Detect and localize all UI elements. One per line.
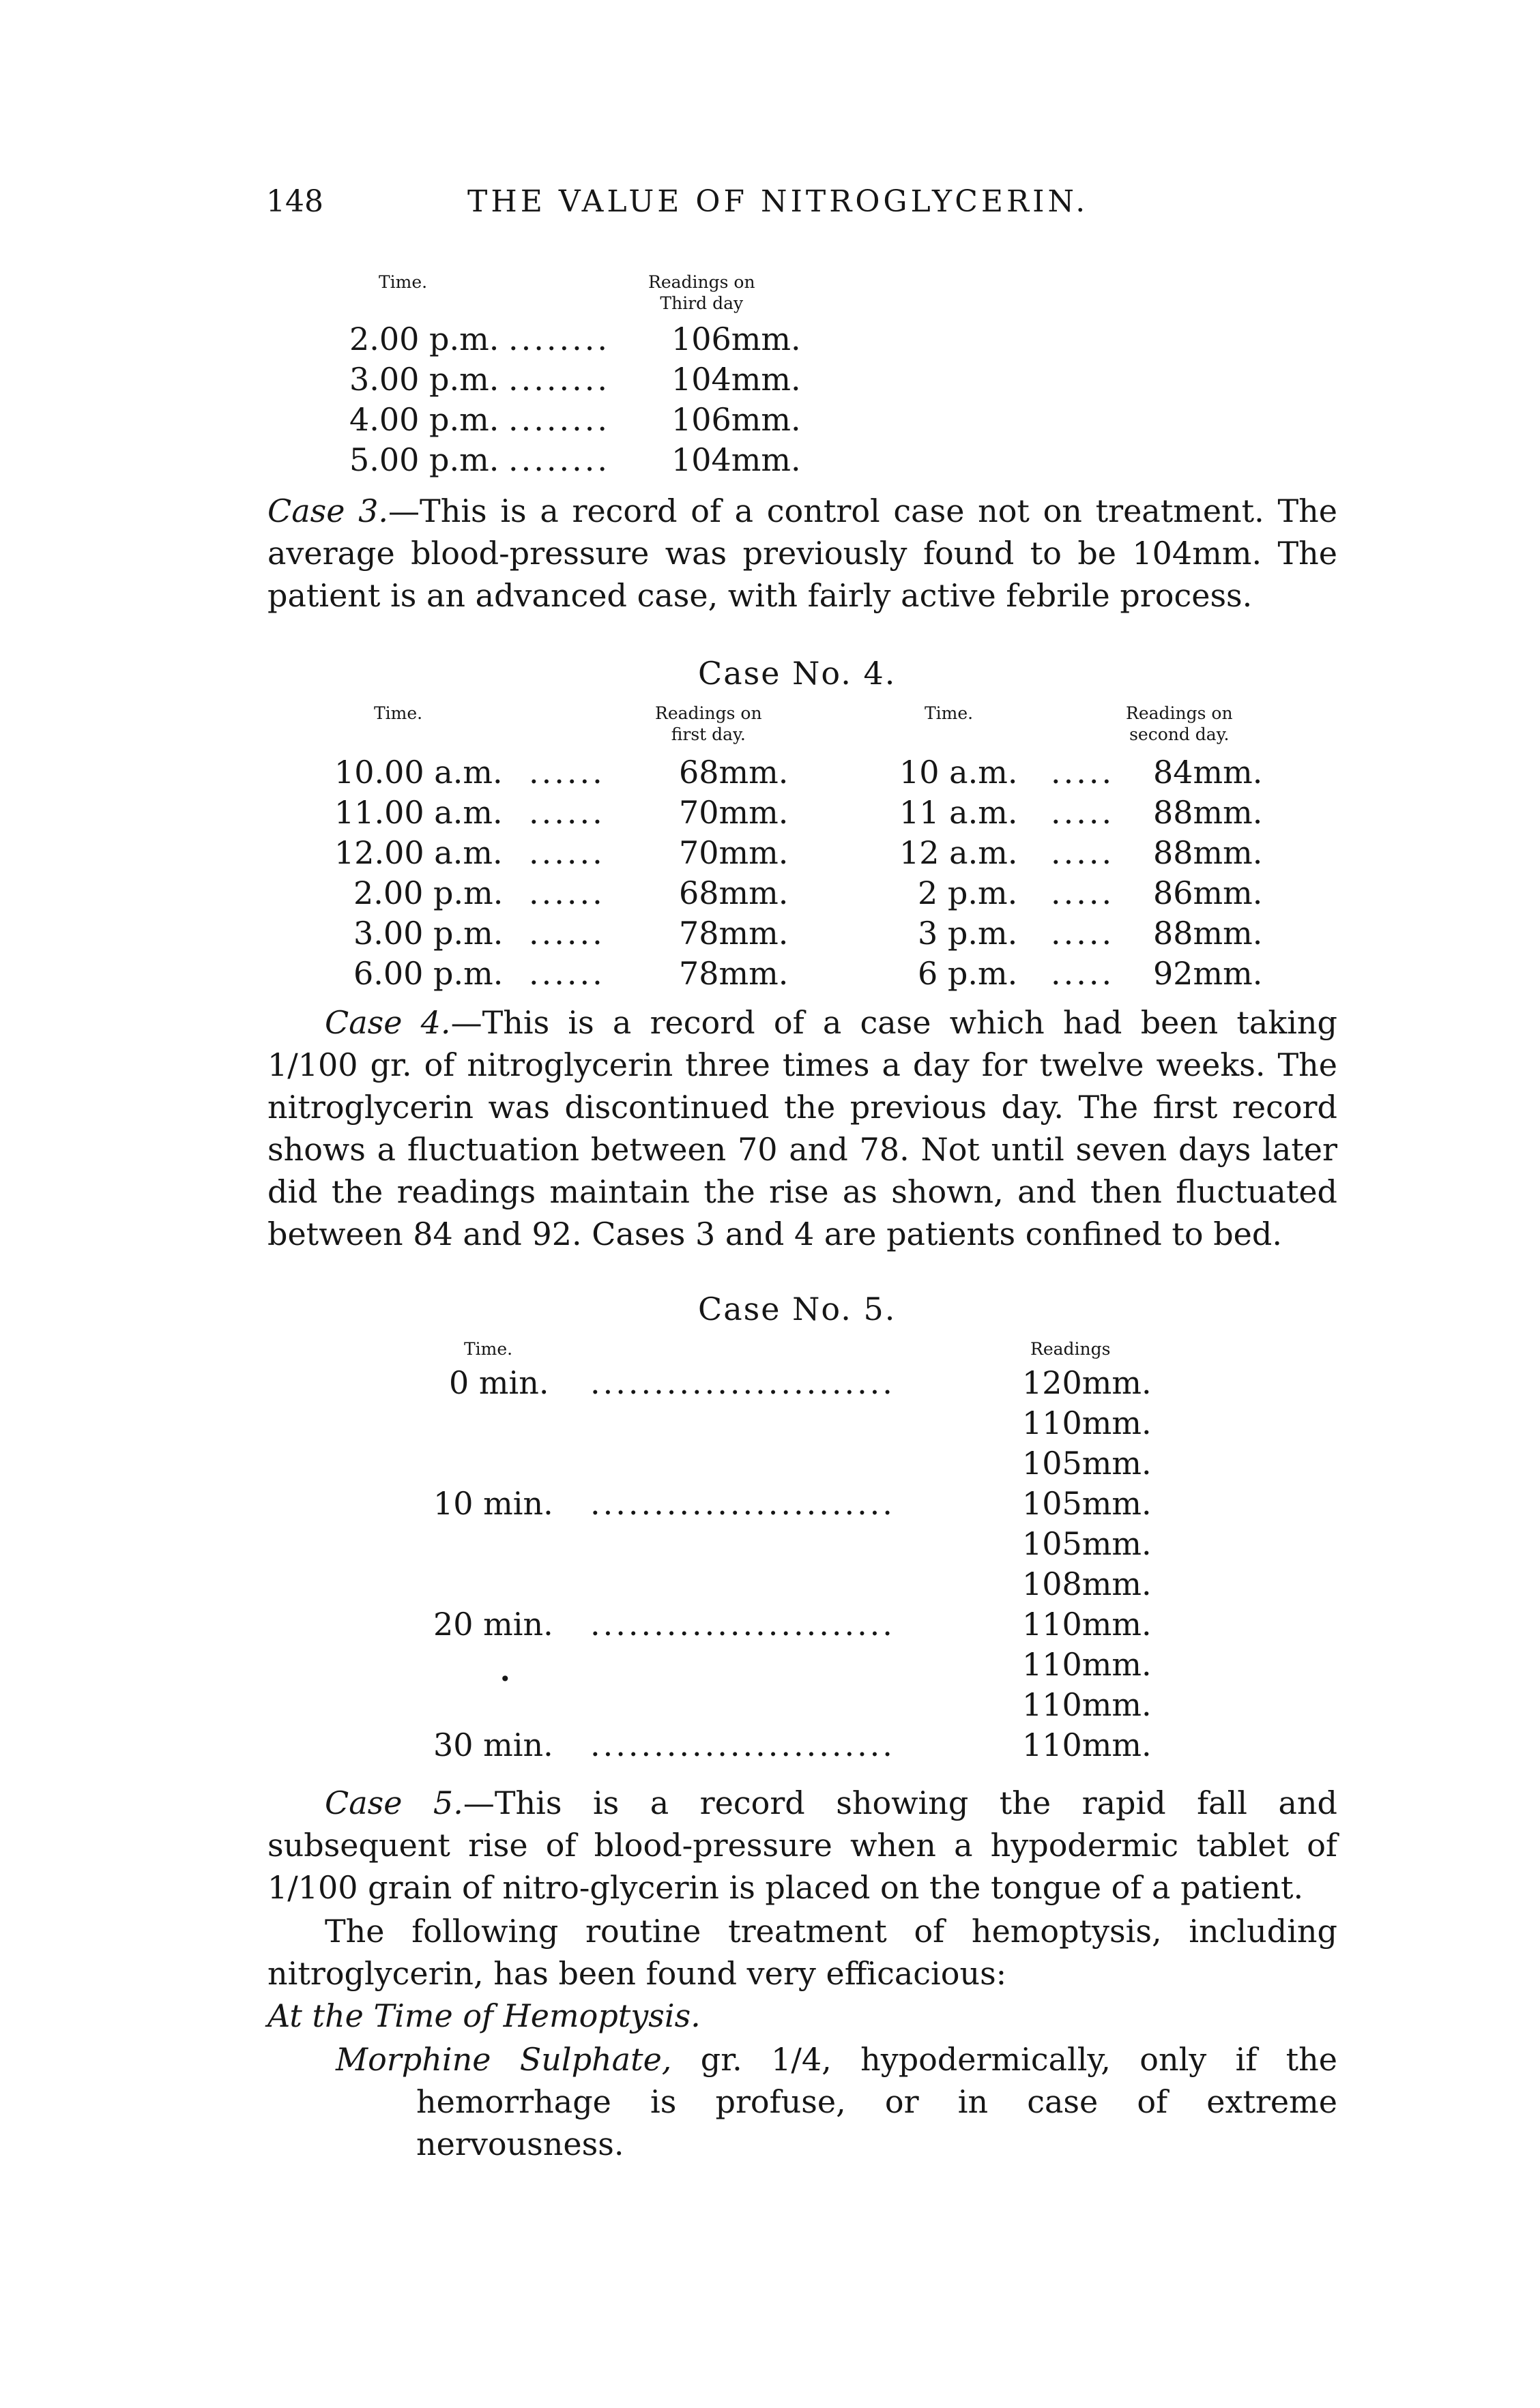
leader-dots: ...... [529,754,605,791]
case-5-text: —This is a record showing the rapid fall and subsequent rise of blood-pressure when a hypodermic tablet of 1/100 grain of nitro-glycerin is placed on the tongue of a patient. [267,1785,1337,1906]
leader-dots: ..... [1051,955,1115,992]
reading-cell: 105mm. [1022,1445,1152,1482]
treatment-item-1 [336,2038,1338,2165]
table-row [0,754,1540,795]
treatment-item-1-drug: Morphine Sulphate, [336,2041,672,2078]
treatment-item-1-text: gr. 1/4, hypodermically, only if the hemorrhage is profuse, or in case of extreme nervousness. [416,2041,1338,2162]
table-row [0,441,1540,482]
case-4-label: Case 4. [325,1004,451,1041]
column-header-time-1: Time. [374,703,423,723]
time-first-day-cell: 12.00 a.m. [334,834,503,871]
leader-dots: ...... [529,834,605,871]
column-header-readings-second-day: Readings on second day. [1126,703,1233,744]
leader-dots: ..... [1051,794,1115,831]
treatment-intro-paragraph [267,1910,1337,1995]
reading-second-day-cell: 88mm. [1153,794,1263,831]
reading-second-day-cell: 86mm. [1153,875,1263,911]
table-row [0,1525,1540,1566]
table-row [0,1606,1540,1647]
table-row [0,834,1540,875]
time-first-day-cell: 11.00 a.m. [334,794,503,831]
table-row [0,1727,1540,1767]
reading-cell: 106mm. [671,321,801,357]
table-row [0,875,1540,915]
leader-dots: ........................ [590,1727,895,1763]
column-header-time: Time. [379,272,428,292]
time-second-day-cell: 12 a.m. [899,834,1018,871]
reading-first-day-cell: 68mm. [679,754,789,791]
time-second-day-cell: 2 p.m. [918,875,1018,911]
table-row [0,1364,1540,1405]
leader-dots: ........ [508,361,610,398]
table-row [0,794,1540,835]
time-first-day-cell: 6.00 p.m. [353,955,504,992]
leader-dots: ..... [1051,754,1115,791]
column-header-time-2: Time. [925,703,974,723]
table-row [0,1485,1540,1526]
case-5-label: Case 5. [325,1785,463,1821]
reading-first-day-cell: 68mm. [679,875,789,911]
leader-dots: ........ [508,321,610,357]
leader-dots: ..... [1051,834,1115,871]
stray-dot-mark: • [499,1668,511,1690]
leader-dots: ..... [1051,915,1115,952]
case-5-title: Case No. 5. [698,1291,897,1327]
case-4-paragraph [267,1001,1337,1255]
reading-cell: 105mm. [1022,1485,1152,1522]
table-row [0,1566,1540,1606]
time-first-day-cell: 10.00 a.m. [334,754,503,791]
time-first-day-cell: 2.00 p.m. [353,875,504,911]
time-cell: 4.00 p.m. [349,401,499,438]
column-header-readings: Readings [1030,1339,1111,1359]
reading-second-day-cell: 88mm. [1153,915,1263,952]
time-second-day-cell: 10 a.m. [899,754,1018,791]
leader-dots: ........ [508,441,610,478]
running-head [266,184,1290,232]
reading-second-day-cell: 88mm. [1153,834,1263,871]
table-row [0,401,1540,442]
reading-second-day-cell: 92mm. [1153,955,1263,992]
time-cell: 3.00 p.m. [349,361,499,398]
table-row [0,321,1540,362]
column-header-readings-first-day: Readings on first day. [655,703,762,744]
time-cell: 10 min. [433,1485,553,1522]
case-3-paragraph [267,490,1337,617]
reading-cell: 110mm. [1022,1405,1152,1441]
leader-dots: ........................ [590,1485,895,1522]
table-row [0,1686,1540,1727]
reading-cell: 110mm. [1022,1646,1152,1683]
time-second-day-cell: 6 p.m. [918,955,1018,992]
table-row [0,1445,1540,1486]
reading-cell: 105mm. [1022,1525,1152,1562]
column-header-readings: Readings on Third day [648,272,755,313]
leader-dots: ........ [508,401,610,438]
time-cell: 2.00 p.m. [349,321,499,357]
table-row [0,361,1540,402]
leader-dots: ..... [1051,875,1115,911]
reading-cell: 110mm. [1022,1686,1152,1723]
case-4-title: Case No. 4. [698,655,897,692]
case-3-text: —This is a record of a control case not on treatment. The average blood-pressure was previously found to be 104mm. The patient is an advanced case, with fairly active febrile process. [267,493,1337,614]
reading-cell: 110mm. [1022,1606,1152,1643]
column-header-time: Time. [464,1339,513,1359]
time-cell: 5.00 p.m. [349,441,499,478]
leader-dots: ........................ [590,1364,895,1401]
page-number: 148 [266,184,323,219]
leader-dots: ...... [529,794,605,831]
time-cell: 30 min. [433,1727,553,1763]
leader-dots: ........................ [590,1606,895,1643]
reading-cell: 104mm. [671,441,801,478]
reading-first-day-cell: 70mm. [679,794,789,831]
reading-cell: 110mm. [1022,1727,1152,1763]
time-second-day-cell: 3 p.m. [918,915,1018,952]
case-4-text: —This is a record of a case which had been taking 1/100 gr. of nitroglycerin three times a day for twelve weeks. The nitroglycerin was discontinued the previous day. The first record shows a fluctuation between 70 and 78. Not until seven days later did the readings maintain the rise as shown, and then fluctuated between 84 and 92. Cases 3 and 4 are patients confined to bed. [267,1004,1337,1252]
table-row [0,955,1540,996]
time-cell: 20 min. [433,1606,553,1643]
table-row [0,1646,1540,1687]
reading-cell: 120mm. [1022,1364,1152,1401]
reading-first-day-cell: 70mm. [679,834,789,871]
leader-dots: ...... [529,875,605,911]
time-second-day-cell: 11 a.m. [899,794,1018,831]
reading-first-day-cell: 78mm. [679,915,789,952]
reading-second-day-cell: 84mm. [1153,754,1263,791]
case-3-label: Case 3. [267,493,389,529]
running-title: THE VALUE OF NITROGLYCERIN. [467,184,1089,219]
case-5-paragraph [267,1782,1337,1909]
time-first-day-cell: 3.00 p.m. [353,915,504,952]
leader-dots: ...... [529,915,605,952]
treatment-intro: The following routine treatment of hemoptysis, including nitroglycerin, has been found very efficacious: [267,1913,1337,1992]
reading-cell: 104mm. [671,361,801,398]
reading-cell: 108mm. [1022,1566,1152,1602]
reading-first-day-cell: 78mm. [679,955,789,992]
table-row [0,1405,1540,1445]
leader-dots: ...... [529,955,605,992]
treatment-heading: At the Time of Hemoptysis. [267,1997,701,2034]
time-cell: 0 min. [449,1364,549,1401]
reading-cell: 106mm. [671,401,801,438]
table-row [0,915,1540,956]
